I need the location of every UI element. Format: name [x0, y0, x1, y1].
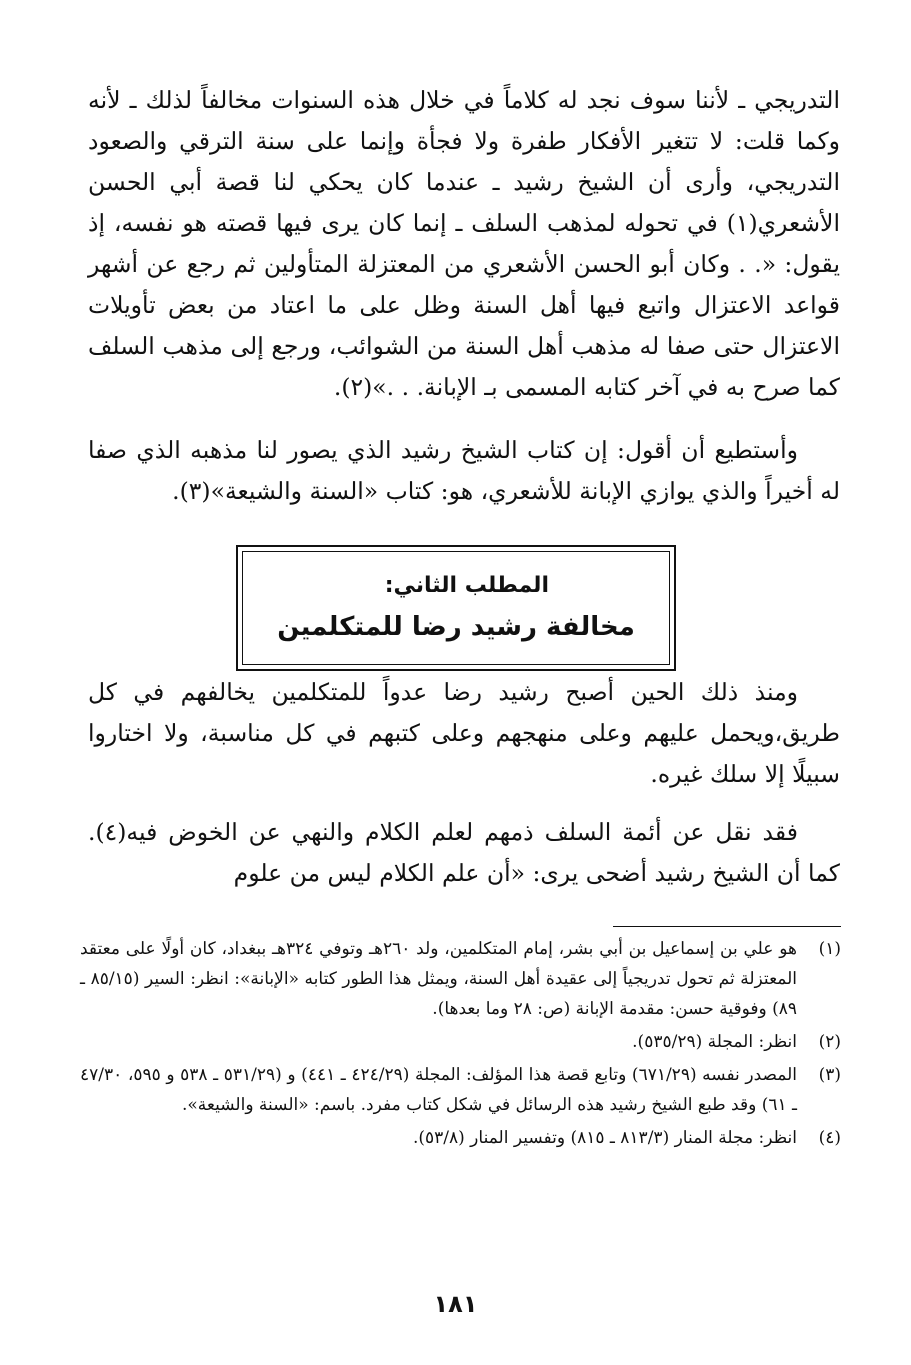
- footnote-number: (١): [818, 939, 841, 959]
- footnote: [80, 1027, 841, 1057]
- footnote: [80, 934, 841, 1024]
- footnote-text: انظر: مجلة المنار (٨١٣/٣ ـ ٨١٥) وتفسير المنار (٥٣/٨).: [412, 1128, 797, 1148]
- footnote-text: هو علي بن إسماعيل بن أبي بشر، إمام المتكلمين، ولد ٢٦٠هـ وتوفي ٣٢٤هـ ببغداد، كان أولًا على معتقد المعتزلة ثم تحول تدريجياً إلى عقيدة أهل السنة، ويمثل هذا الطور كتابه «الإبانة»: انظر: السير (٨٥/١٥ ـ ٨٩) وفوقية حسن: مقدمة الإبانة (ص: ٢٨ وما بعدها).: [80, 939, 797, 1019]
- footnotes: [80, 934, 841, 1156]
- footnote-number: (٣): [818, 1065, 841, 1085]
- body-paragraph: [88, 80, 840, 408]
- page-number: ١٨١: [433, 1290, 478, 1318]
- body-paragraph: [88, 812, 840, 894]
- section-title: المطلب الثاني:: [384, 573, 549, 598]
- section-heading-inner-frame: [242, 551, 670, 665]
- footnote-number: (٤): [818, 1128, 841, 1148]
- paragraph-text: ومنذ ذلك الحين أصبح رشيد رضا عدواً للمتكلمين يخالفهم في كل طريق،ويحمل عليهم وعلى منهجهم وعلى كتبهم في كل مناسبة، ولا اختاروا سبيلًا إلا سلك غيره.: [88, 678, 840, 788]
- footnote-text: المصدر نفسه (٦٧١/٢٩) وتابع قصة هذا المؤلف: المجلة (٤٢٤/٢٩ ـ ٤٤١) و (٥٣١/٢٩ ـ ٥٣٨ و ٥٩٥، ٤٧/٣٠ ـ ٦١) وقد طبع الشيخ رشيد هذه الرسائل في شكل كتاب مفرد. باسم: «السنة والشيعة».: [80, 1065, 797, 1115]
- paragraph-text: فقد نقل عن أئمة السلف ذمهم لعلم الكلام والنهي عن الخوض فيه(٤). كما أن الشيخ رشيد أضحى يرى: «أن علم الكلام ليس من علوم: [88, 818, 840, 887]
- footnote: [80, 1060, 841, 1120]
- footnote: [80, 1123, 841, 1153]
- paragraph-text: وأستطيع أن أقول: إن كتاب الشيخ رشيد الذي يصور لنا مذهبه الذي صفا له أخيراً والذي يوازي الإبانة للأشعري، هو: كتاب «السنة والشيعة»(٣).: [88, 436, 840, 505]
- footnote-separator: [613, 926, 841, 927]
- footnote-text: انظر: المجلة (٥٣٥/٢٩).: [632, 1032, 797, 1052]
- footnote-number: (٢): [818, 1032, 841, 1052]
- section-subtitle: مخالفة رشيد رضا للمتكلمين: [277, 612, 635, 642]
- paragraph-text: التدريجي ـ لأننا سوف نجد له كلاماً في خلال هذه السنوات مخالفاً لذلك ـ لأنه وكما قلت: لا تتغير الأفكار طفرة ولا فجأة وإنما على سنة الترقي والصعود التدريجي، وأرى أن الشيخ رشيد ـ عندما كان يحكي لنا قصة أبي الحسن الأشعري(١) في تحوله لمذهب السلف ـ إنما كان يرى فيها قصته هو نفسه، إذ يقول: «. . وكان أبو الحسن الأشعري من المعتزلة المتأولين ثم رجع عن أشهر قواعد الاعتزال واتبع فيها أهل السنة وظل على ما اعتاد من بعض تأويلات الاعتزال حتى صفا له مذهب أهل السنة من الشوائب، ورجع إلى مذهب السلف كما صرح به في آخر كتابه المسمى بـ الإبانة. . .»(٢).: [88, 86, 840, 401]
- body-paragraph: [88, 430, 840, 512]
- body-paragraph: [88, 672, 840, 795]
- section-heading-box: [236, 545, 676, 671]
